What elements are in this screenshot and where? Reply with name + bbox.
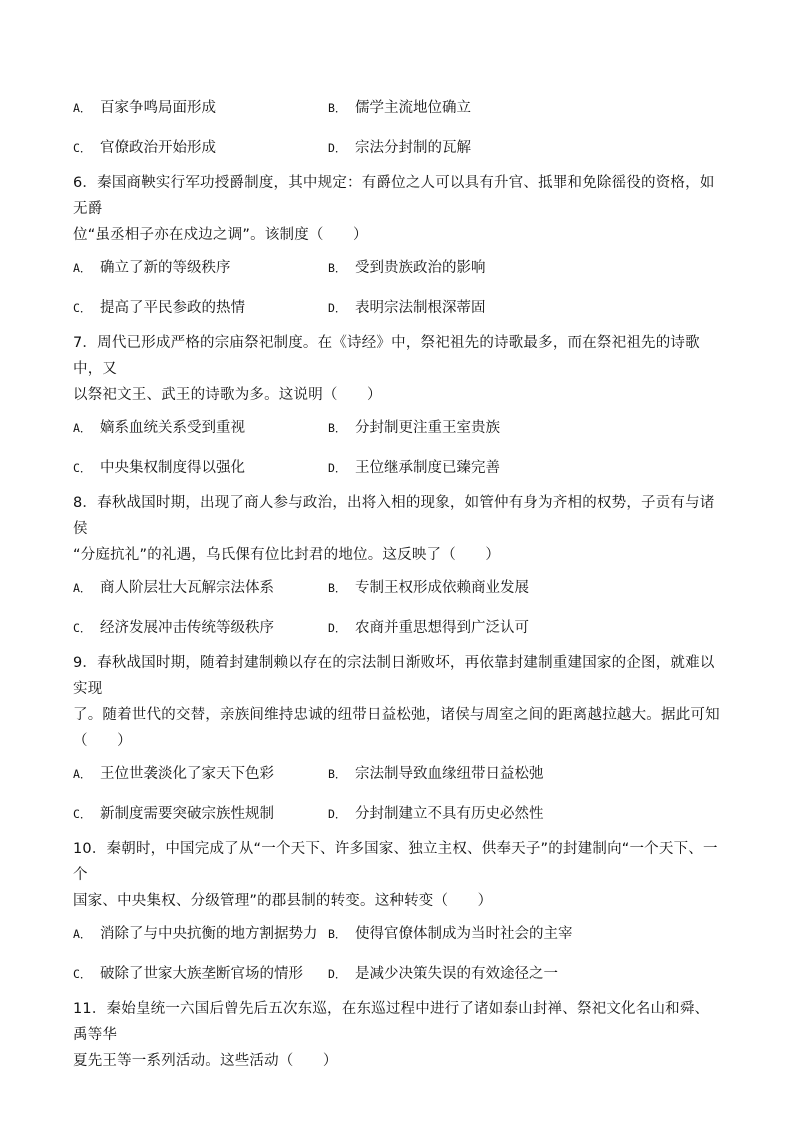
question-9 [73, 650, 723, 824]
question-stem-line: 位“虽丞相子亦在戍边之调”。该制度（ ） [73, 227, 368, 243]
option-b [328, 258, 486, 278]
option-d [328, 618, 529, 638]
option-letter: D． [328, 461, 347, 475]
option-text: 分封制建立不具有历史必然性 [355, 806, 544, 822]
option-c [73, 298, 328, 318]
option-text: 宗法制导致血缘纽带日益松弛 [355, 766, 544, 782]
option-a [73, 418, 328, 438]
option-text: 受到贵族政治的影响 [355, 260, 486, 276]
option-letter: D． [328, 301, 347, 315]
option-letter: B． [328, 421, 347, 435]
option-text: 新制度需要突破宗族性规制 [100, 806, 274, 822]
option-d [328, 804, 544, 824]
option-row [73, 964, 723, 984]
question-stem-line: 9．春秋战国时期，随着封建制赖以存在的宗法制日渐败坏，再依靠封建制重建国家的企图，就难以实现 [73, 655, 715, 697]
option-d [328, 458, 500, 478]
question-5-options [73, 98, 723, 158]
question-stem-line: 夏先王等一系列活动。这些活动（ ） [73, 1053, 338, 1069]
question-stem-line: 11．秦始皇统一六国后曾先后五次东巡，在东巡过程中进行了诸如泰山封禅、祭祀文化名山和舜、禹等华 [73, 1001, 710, 1043]
option-letter: A． [73, 101, 92, 115]
option-text: 中央集权制度得以强化 [100, 460, 245, 476]
option-b [328, 924, 573, 944]
question-stem-line: （ ） [73, 733, 132, 749]
option-text: 消除了与中央抗衡的地方割据势力 [100, 926, 318, 942]
option-text: 提高了平民参政的热情 [100, 300, 245, 316]
option-text: 表明宗法制根深蒂固 [355, 300, 486, 316]
option-row [73, 924, 723, 944]
option-text: 农商并重思想得到广泛认可 [355, 620, 529, 636]
option-row [73, 764, 723, 784]
option-row [73, 804, 723, 824]
option-a [73, 924, 328, 944]
option-row [73, 298, 723, 318]
option-d [328, 964, 558, 984]
question-6 [73, 170, 723, 318]
option-b [328, 578, 529, 598]
option-letter: B． [328, 261, 347, 275]
exam-page [73, 98, 723, 1074]
option-text: 王位继承制度已臻完善 [355, 460, 500, 476]
option-row [73, 138, 723, 158]
question-stem-line: 7．周代已形成严格的宗庙祭祀制度。在《诗经》中，祭祀祖先的诗歌最多，而在祭祀祖先的诗歌中，又 [73, 335, 700, 377]
option-row [73, 458, 723, 478]
option-letter: A． [73, 767, 92, 781]
question-stem-line: 以祭祀文王、武王的诗歌为多。这说明（ ） [73, 387, 382, 403]
question-10 [73, 836, 723, 984]
option-b [328, 98, 471, 118]
option-row [73, 578, 723, 598]
question-7 [73, 330, 723, 478]
option-letter: A． [73, 581, 92, 595]
option-d [328, 138, 471, 158]
option-letter: C． [73, 141, 92, 155]
option-letter: A． [73, 927, 92, 941]
question-stem-line: 6．秦国商鞅实行军功授爵制度，其中规定：有爵位之人可以具有升官、抵罪和免除徭役的资格，如无爵 [73, 175, 715, 217]
option-text: 分封制更注重王室贵族 [355, 420, 500, 436]
option-c [73, 964, 328, 984]
option-text: 是减少决策失误的有效途径之一 [355, 966, 558, 982]
option-text: 使得官僚体制成为当时社会的主宰 [355, 926, 573, 942]
option-letter: D． [328, 141, 347, 155]
option-d [328, 298, 486, 318]
option-letter: C． [73, 621, 92, 635]
option-text: 经济发展冲击传统等级秩序 [100, 620, 274, 636]
option-c [73, 458, 328, 478]
option-b [328, 764, 544, 784]
option-text: 儒学主流地位确立 [355, 100, 471, 116]
option-letter: C． [73, 461, 92, 475]
option-letter: B． [328, 101, 347, 115]
option-letter: B． [328, 581, 347, 595]
option-letter: C． [73, 301, 92, 315]
option-row [73, 418, 723, 438]
option-letter: C． [73, 807, 92, 821]
option-text: 百家争鸣局面形成 [100, 100, 216, 116]
option-letter: D． [328, 621, 347, 635]
option-c [73, 804, 328, 824]
option-letter: A． [73, 261, 92, 275]
option-row [73, 98, 723, 118]
option-row [73, 618, 723, 638]
option-text: 王位世袭淡化了家天下色彩 [100, 766, 274, 782]
option-b [328, 418, 500, 438]
option-letter: D． [328, 967, 347, 981]
option-c [73, 618, 328, 638]
option-letter: D． [328, 807, 347, 821]
question-stem-line: 了。随着世代的交替，亲族间维持忠诚的纽带日益松弛，诸侯与周室之间的距离越拉越大。据此可知 [73, 707, 720, 723]
option-letter: B． [328, 767, 347, 781]
option-row [73, 258, 723, 278]
option-a [73, 578, 328, 598]
option-a [73, 258, 328, 278]
option-a [73, 98, 328, 118]
question-11 [73, 996, 723, 1074]
option-text: 官僚政治开始形成 [100, 140, 216, 156]
option-letter: B． [328, 927, 347, 941]
question-stem-line: 8．春秋战国时期，出现了商人参与政治，出将入相的现象，如管仲有身为齐相的权势，子贡有与诸侯 [73, 495, 715, 537]
question-stem-line: “分庭抗礼”的礼遇，乌氏倮有位比封君的地位。这反映了（ ） [73, 547, 501, 563]
option-text: 嫡系血统关系受到重视 [100, 420, 245, 436]
option-text: 专制王权形成依赖商业发展 [355, 580, 529, 596]
question-stem-line: 国家、中央集权、分级管理”的郡县制的转变。这种转变（ ） [73, 893, 493, 909]
option-text: 商人阶层壮大瓦解宗法体系 [100, 580, 274, 596]
option-letter: A． [73, 421, 92, 435]
question-8 [73, 490, 723, 638]
question-stem-line: 10．秦朝时，中国完成了从“一个天下、许多国家、独立主权、供奉天子”的封建制向“一个天下、一个 [73, 841, 718, 883]
option-a [73, 764, 328, 784]
option-text: 确立了新的等级秩序 [100, 260, 231, 276]
option-text: 破除了世家大族垄断官场的情形 [100, 966, 303, 982]
option-letter: C． [73, 967, 92, 981]
option-text: 宗法分封制的瓦解 [355, 140, 471, 156]
option-c [73, 138, 328, 158]
